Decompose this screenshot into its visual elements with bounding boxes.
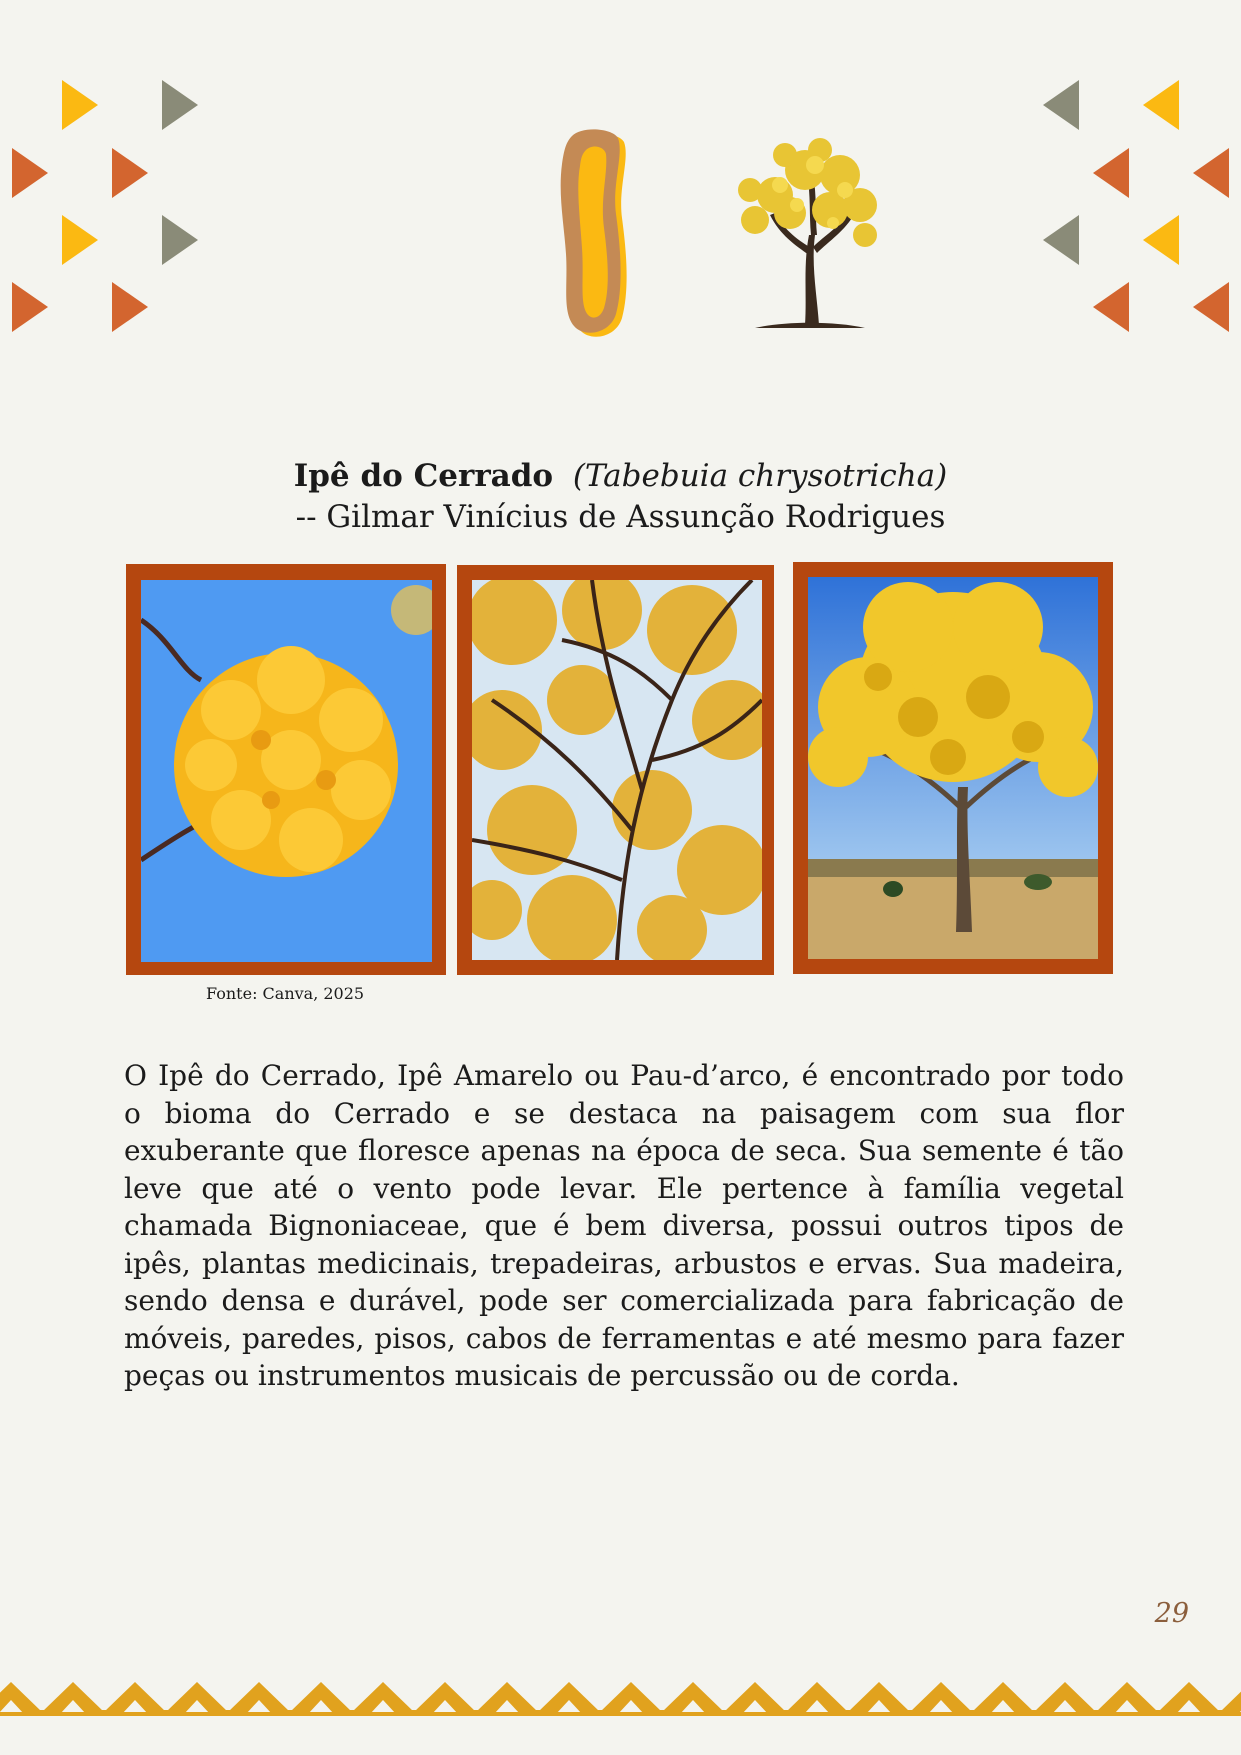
- ipe-branches-in-bloom-photo: [472, 580, 762, 960]
- yellow-ipe-tree-icon: [725, 135, 895, 335]
- decorative-letter-i-icon: [560, 128, 640, 343]
- scientific-name: (Tabebuia chrysotricha): [572, 458, 948, 494]
- triangle-ornament-right-icon: [1031, 70, 1231, 350]
- image-source-caption: Fonte: Canva, 2025: [206, 984, 365, 1003]
- zigzag-border-icon: [0, 1680, 1241, 1716]
- branches-photo-frame: [457, 565, 774, 975]
- common-name: Ipê do Cerrado: [293, 458, 554, 494]
- page-number: 29: [1154, 1598, 1189, 1629]
- yellow-ipe-flower-cluster-photo: [141, 580, 432, 962]
- body-paragraph: O Ipê do Cerrado, Ipê Amarelo ou Pau-d’arco, é encontrado por todo o bioma do Cerrado e se destaca na paisagem com sua flor exuberante que floresce apenas na época de seca. Sua semente é tão leve que até o vento pode levar. Ele pertence à família vegetal chamada Bignoniaceae, que é bem diversa, possui outros tipos de ipês, plantas medicinais, trepadeiras, arbustos e ervas. Sua madeira, sendo densa e durável, pode ser comercializada para fabricação de móveis, paredes, pisos, cabos de ferramentas e até mesmo para fazer peças ou instrumentos musicais de percussão ou de corda.: [124, 1059, 1124, 1392]
- tree-photo-frame: [793, 562, 1113, 974]
- page-title: [0, 455, 1241, 497]
- flower-cluster-photo-frame: [126, 564, 446, 975]
- ipe-tree-in-field-photo: [808, 577, 1098, 959]
- triangle-ornament-left-icon: [10, 70, 210, 350]
- author-line: -- Gilmar Vinícius de Assunção Rodrigues: [295, 499, 946, 535]
